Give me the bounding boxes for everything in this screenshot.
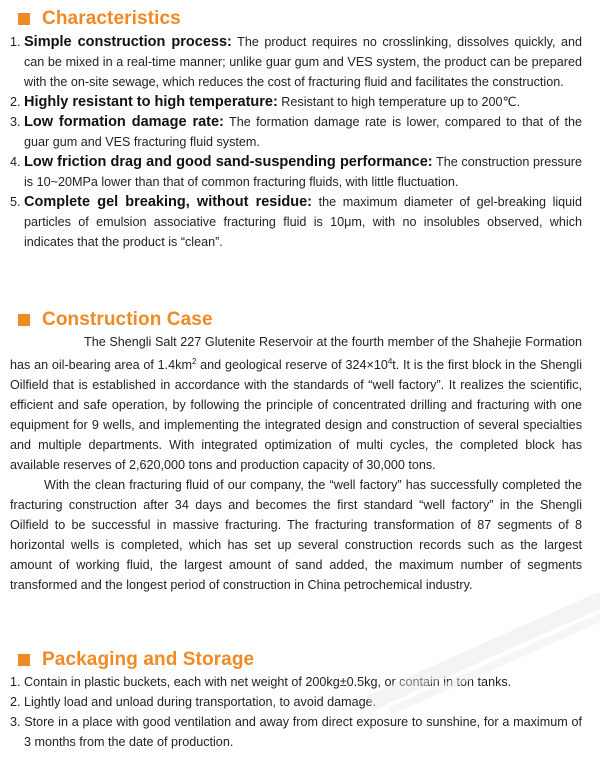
item-lead: Low formation damage rate:: [24, 114, 224, 130]
item-lead: Simple construction process:: [24, 34, 232, 50]
item-text: The formation damage rate is lower, compared to that of the guar gum and VES fracturing fluid system.: [24, 115, 582, 149]
item-number: 3.: [10, 115, 21, 129]
item-lead: Highly resistant to high temperature:: [24, 94, 278, 110]
item-text: The construction pressure is 10~20MPa lower than that of common fracturing fluids, with little fluctuation.: [24, 155, 582, 189]
characteristics-list: [10, 32, 582, 252]
paragraph: With the clean fracturing fluid of our company, the “well factory” has successfully completed the fracturing construction after 34 days and becomes the first standard “well factory” in the Shengli Oilfield to be successful in massive fracturing. The fracturing transformation of 87 segments of 8 horizontal wells is completed, which has set up several construction records such as the largest amount of working fluid, the largest amount of sand added, the maximum number of segments transformed and the longest period of construction in China petrochemical industry.: [10, 478, 582, 593]
item-number: 1.: [10, 35, 21, 49]
list-item: [10, 112, 582, 152]
paragraph-text: t. It is the first block in the Shengli Oilfield that is established in accordance with the standards of “well factory”. It realizes the scientific, efficient and safe operation, by following the principle of concentrated drilling and fracturing with one equipment for 9 wells, and implementing the integrated design and construction of several specialties and multiple departments. With integrated optimization of multi cycles, the completed block has available reserves of 2,620,000 tons and production capacity of 30,000 tons.: [10, 358, 582, 473]
list-item: [10, 32, 582, 92]
section-title: Construction Case: [42, 309, 213, 330]
paragraph-text: and geological reserve of 324×10: [196, 358, 388, 373]
item-text: Resistant to high temperature up to 200℃.: [277, 95, 521, 109]
item-number: 5.: [10, 195, 21, 209]
superscript: 2: [191, 357, 197, 366]
list-item: [10, 192, 582, 252]
list-item: [10, 152, 582, 192]
list-item: [10, 92, 582, 112]
list-item: 2. Lightly load and unload during transportation, to avoid damage.: [10, 695, 377, 709]
item-lead: Low friction drag and good sand-suspending performance:: [24, 154, 433, 170]
item-text: the maximum diameter of gel-breaking liquid particles of emulsion associative fracturing fluid is 10μm, with no insolubles observed, which indicates that the product is “clean”.: [24, 195, 582, 249]
item-lead: Complete gel breaking, without residue:: [24, 194, 312, 210]
square-bullet-icon: [18, 654, 30, 666]
packaging-list: [10, 672, 582, 752]
paragraph-text: The Shengli Salt 227 Glutenite Reservoir at the fourth member of the Shahejie Formation has an oil-bearing area of 1.4km: [10, 335, 582, 373]
item-number: 4.: [10, 155, 21, 169]
item-number: 2.: [10, 95, 21, 109]
square-bullet-icon: [18, 13, 30, 25]
construction-case-heading: [18, 309, 213, 331]
list-item: 3. Store in a place with good ventilation and away from direct exposure to sunshine, for a maximum of 3 months from the date of production.: [10, 715, 582, 749]
characteristics-heading: [18, 8, 181, 30]
section-title: Characteristics: [42, 8, 181, 29]
superscript: 4: [387, 357, 393, 366]
construction-case-body: [10, 332, 582, 595]
square-bullet-icon: [18, 314, 30, 326]
list-item: 1. Contain in plastic buckets, each with net weight of 200kg±0.5kg, or contain in ton tanks.: [10, 675, 512, 689]
section-title: Packaging and Storage: [42, 649, 255, 670]
item-text: The product requires no crosslinking, dissolves quickly, and can be mixed in a real-time manner; unlike guar gum and VES system, the product can be prepared with the on-site sewage, which reduces the cost of fracturing fluid and facilitates the construction.: [24, 35, 582, 89]
packaging-heading: [18, 649, 254, 671]
paragraph: [10, 332, 582, 475]
